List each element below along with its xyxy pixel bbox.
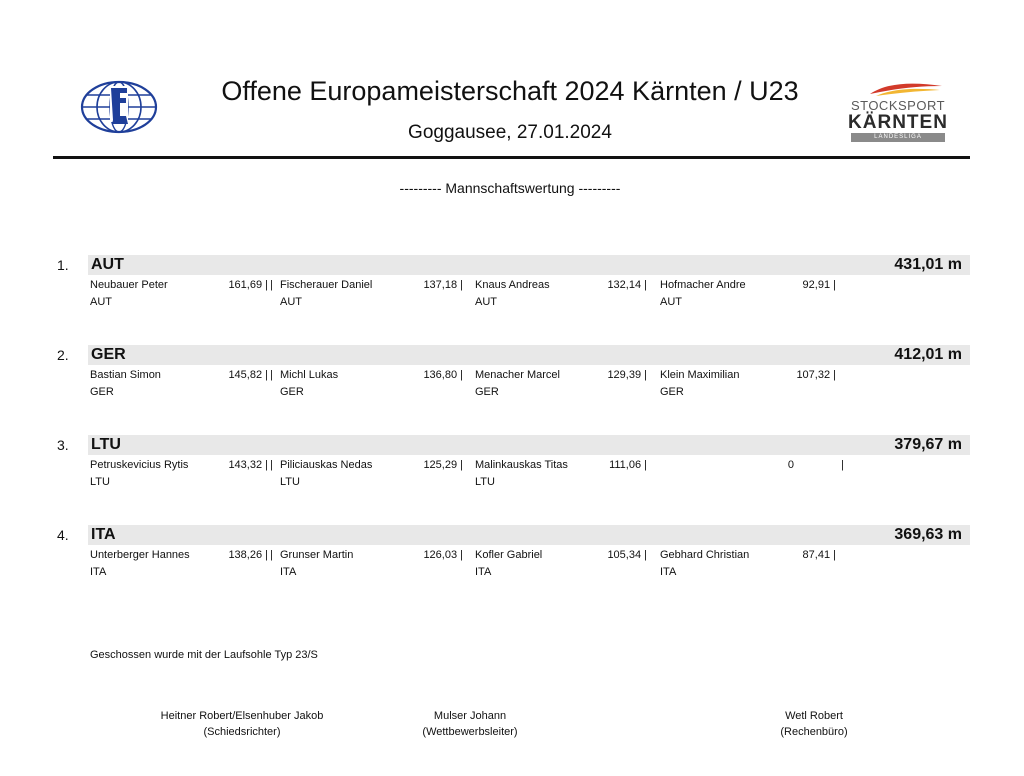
team-total: 431,01 m bbox=[894, 256, 962, 273]
player-separator: | bbox=[270, 459, 273, 471]
player-score: 126,03 | bbox=[423, 549, 463, 561]
team-rank: 4. bbox=[57, 527, 69, 543]
team-name: AUT bbox=[91, 256, 124, 273]
player-nation: ITA bbox=[90, 566, 107, 578]
player-separator: | bbox=[270, 549, 273, 561]
player-name: Kofler Gabriel bbox=[475, 549, 543, 561]
team-total: 379,67 m bbox=[894, 436, 962, 453]
section-heading: --------- Mannschaftswertung --------- bbox=[399, 180, 621, 196]
player-score: 105,34 | bbox=[607, 549, 647, 561]
player-nation: GER bbox=[90, 386, 114, 398]
player-name: Klein Maximilian bbox=[660, 369, 740, 381]
team-rank: 1. bbox=[57, 257, 69, 273]
signature-role: (Wettbewerbsleiter) bbox=[422, 726, 518, 738]
signature-role: (Rechenbüro) bbox=[780, 726, 848, 738]
player-nation: AUT bbox=[475, 296, 497, 308]
player-name: Bastian Simon bbox=[90, 369, 161, 381]
player-name: Knaus Andreas bbox=[475, 279, 550, 291]
flame-swoosh-icon bbox=[866, 80, 946, 98]
player-nation: AUT bbox=[660, 296, 682, 308]
player-score: 92,91 | bbox=[802, 279, 836, 291]
player-nation: LTU bbox=[90, 476, 110, 488]
team-total: 369,63 m bbox=[894, 526, 962, 543]
player-nation: ITA bbox=[475, 566, 492, 578]
team-bar bbox=[88, 255, 970, 275]
team-name: GER bbox=[91, 346, 126, 363]
team-row bbox=[0, 525, 1024, 595]
player-score: 143,32 | bbox=[228, 459, 268, 471]
logo-text-sub: LANDESLIGA bbox=[851, 133, 945, 142]
page-title: Offene Europameisterschaft 2024 Kärnten / U23 bbox=[221, 76, 799, 106]
player-nation: LTU bbox=[475, 476, 495, 488]
player-name: Grunser Martin bbox=[280, 549, 354, 561]
player-score: 125,29 | bbox=[423, 459, 463, 471]
player-name: Petruskevicius Rytis bbox=[90, 459, 189, 471]
player-nation: ITA bbox=[660, 566, 677, 578]
team-name: LTU bbox=[91, 436, 121, 453]
logo-text-main: KÄRNTEN bbox=[848, 112, 948, 133]
signature-block bbox=[764, 708, 864, 740]
signature-role: (Schiedsrichter) bbox=[203, 726, 281, 738]
signature-name: Heitner Robert/Elsenhuber Jakob bbox=[160, 710, 324, 722]
player-score: 138,26 | bbox=[228, 549, 268, 561]
player-score: 87,41 | bbox=[802, 549, 836, 561]
player-score: 137,18 | bbox=[423, 279, 463, 291]
player-name: Fischerauer Daniel bbox=[280, 279, 373, 291]
player-nation: AUT bbox=[280, 296, 302, 308]
team-row bbox=[0, 255, 1024, 325]
team-rank: 3. bbox=[57, 437, 69, 453]
player-name: Neubauer Peter bbox=[90, 279, 168, 291]
team-bar bbox=[88, 525, 970, 545]
player-score: 132,14 | bbox=[607, 279, 647, 291]
player-name: Piliciauskas Nedas bbox=[280, 459, 373, 471]
team-name: ITA bbox=[91, 526, 116, 543]
federation-logo bbox=[80, 80, 158, 134]
signature-name: Mulser Johann bbox=[433, 710, 507, 722]
player-nation: LTU bbox=[280, 476, 300, 488]
team-row bbox=[0, 345, 1024, 415]
player-nation: GER bbox=[660, 386, 684, 398]
player-name: Unterberger Hannes bbox=[90, 549, 190, 561]
logo-text-top: STOCKSPORT bbox=[850, 98, 946, 113]
player-nation: ITA bbox=[280, 566, 297, 578]
player-nation: GER bbox=[280, 386, 304, 398]
player-score: 0 bbox=[787, 459, 794, 471]
team-bar bbox=[88, 345, 970, 365]
player-score: 136,80 | bbox=[423, 369, 463, 381]
signature-block bbox=[410, 708, 530, 740]
team-row bbox=[0, 435, 1024, 505]
player-separator: | bbox=[841, 459, 844, 471]
signature-block bbox=[152, 708, 332, 740]
header-divider bbox=[53, 156, 970, 159]
footer-note: Geschossen wurde mit der Laufsohle Typ 23/S bbox=[90, 649, 318, 661]
team-total: 412,01 m bbox=[894, 346, 962, 363]
player-score: 129,39 | bbox=[607, 369, 647, 381]
player-separator: | bbox=[270, 279, 273, 291]
stocksport-kaernten-logo bbox=[848, 80, 948, 142]
player-name: Menacher Marcel bbox=[475, 369, 560, 381]
team-bar bbox=[88, 435, 970, 455]
player-name: Hofmacher Andre bbox=[660, 279, 746, 291]
player-score: 161,69 | bbox=[228, 279, 268, 291]
player-nation: GER bbox=[475, 386, 499, 398]
player-name: Malinkauskas Titas bbox=[475, 459, 568, 471]
player-name: Gebhard Christian bbox=[660, 549, 750, 561]
player-nation: AUT bbox=[90, 296, 112, 308]
page-subtitle: Goggausee, 27.01.2024 bbox=[408, 122, 612, 143]
team-rank: 2. bbox=[57, 347, 69, 363]
player-separator: | bbox=[270, 369, 273, 381]
player-name: Michl Lukas bbox=[280, 369, 339, 381]
player-score: 145,82 | bbox=[228, 369, 268, 381]
signature-name: Wetl Robert bbox=[785, 710, 843, 722]
player-score: 111,06 | bbox=[609, 459, 647, 471]
player-score: 107,32 | bbox=[796, 369, 836, 381]
